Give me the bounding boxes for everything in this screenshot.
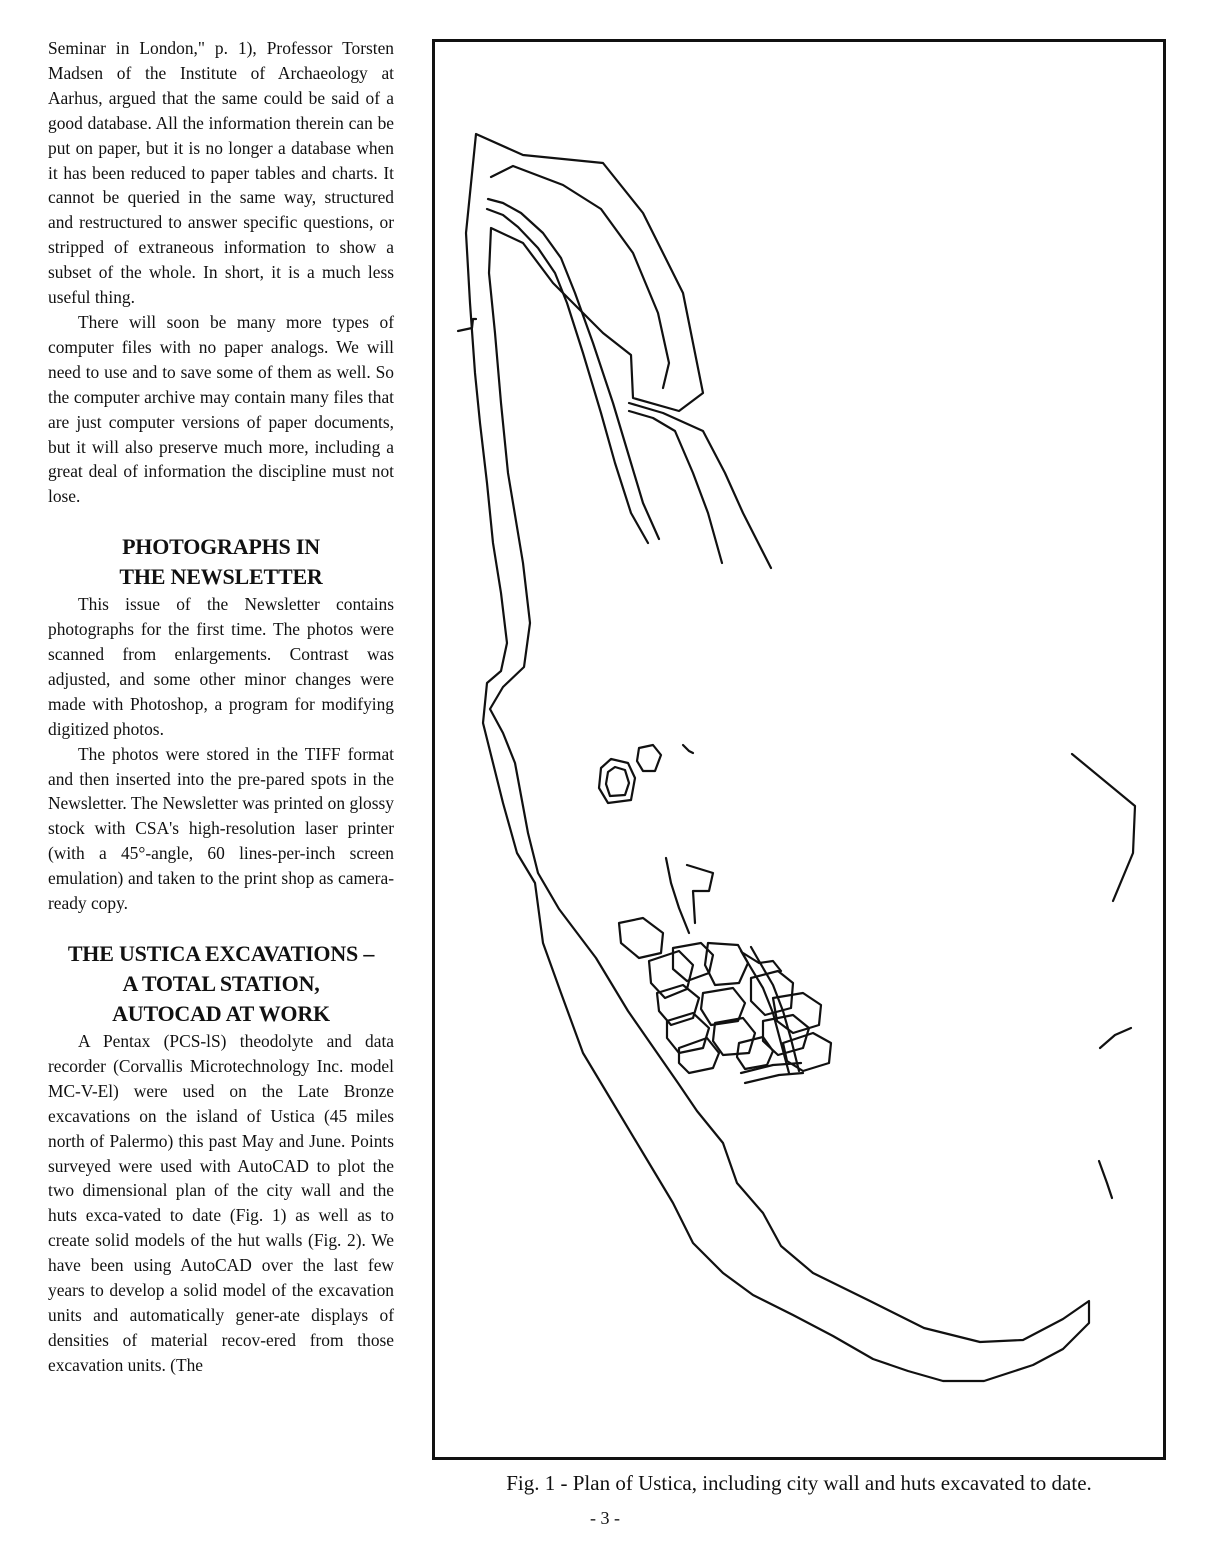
left-column [48,36,394,1378]
road-line [488,199,659,539]
hut-wall [666,858,689,933]
section-heading-photographs [48,532,394,592]
heading-line: THE USTICA EXCAVATIONS – [67,941,375,966]
body-paragraph: There will soon be many more types of computer files with no paper analogs. We will need to use and to save some of them as well. So the computer archive may contain many files that are just computer versions of paper documents, but it will also preserve much more, including a great deal of information the discipline must not lose. [48,311,394,507]
wall-tab [458,319,476,331]
page-number: - 3 - [590,1508,620,1528]
hut-outline [679,1038,719,1073]
wall-segment [629,411,722,563]
wall-fragment [1100,1028,1131,1048]
heading-line: A TOTAL STATION, [122,971,320,996]
hut-outline [619,918,663,958]
wall-segment [629,403,771,568]
hut-outline [606,767,629,796]
hut-outline [649,951,693,998]
body-paragraph: Seminar in London," p. 1), Professor Torsten Madsen of the Institute of Archaeology at Aarhus, argued that the same could be said of a good database. All the information therein can be put on paper, but it is no longer a database when it has been reduced to paper tables and charts. It cannot be queried in the same way, structured and restructured to answer specific questions, or stripped of extraneous information to show a subset of the whole. In short, it is a much less useful thing. [48,38,394,308]
section-heading-ustica [48,939,394,1029]
body-paragraph: A Pentax (PCS-lS) theodolyte and data recorder (Corvallis Microtechnology Inc. model MC-V-El) were used on the Late Bronze excavations on the island of Ustica (45 miles north of Palermo) this past May and June. Points surveyed were used with AutoCAD to plot the two dimensional plan of the city wall and the huts exca-vated to date (Fig. 1) as well as to create solid models of the hut walls (Fig. 2). We have been using AutoCAD over the last few years to develop a solid model of the excavation units and automatically gener-ate displays of densities of material recov-ered from those excavation units. (The [48,1031,394,1375]
body-paragraph: The photos were stored in the TIFF format and then inserted into the pre-pared spots in the Newsletter. The Newsletter was printed on glossy stock with CSA's high-resolution laser printer (with a 45°-angle, 60 lines-per-inch screen emulation) and taken to the print shop as camera-ready copy. [48,743,394,914]
city-wall-inner [491,166,669,388]
hut-outline [657,985,699,1025]
ustica-plan-drawing [435,42,1162,1456]
heading-line: PHOTOGRAPHS IN [122,534,320,560]
wall-fragment [1099,1161,1112,1198]
wall-fragment [1072,754,1135,901]
hut-wall [687,865,713,923]
hut-wall [745,1073,803,1083]
body-paragraph: This issue of the Newsletter contains photographs for the first time. The photos were scanned from enlargements. Contrast was adjusted, and some other minor changes were made with Photoshop, a program for modifying digitized photos. [48,594,394,739]
hut-outline [683,745,693,753]
hut-outline [637,745,661,771]
city-wall-outer [466,134,1089,1381]
figure-frame [432,39,1166,1460]
hut-outline [773,993,821,1033]
heading-line: THE NEWSLETTER [119,564,323,590]
heading-line: AUTOCAD AT WORK [112,1001,330,1026]
figure-caption: Fig. 1 - Plan of Ustica, including city wall and huts excavated to date. [506,1471,1092,1495]
